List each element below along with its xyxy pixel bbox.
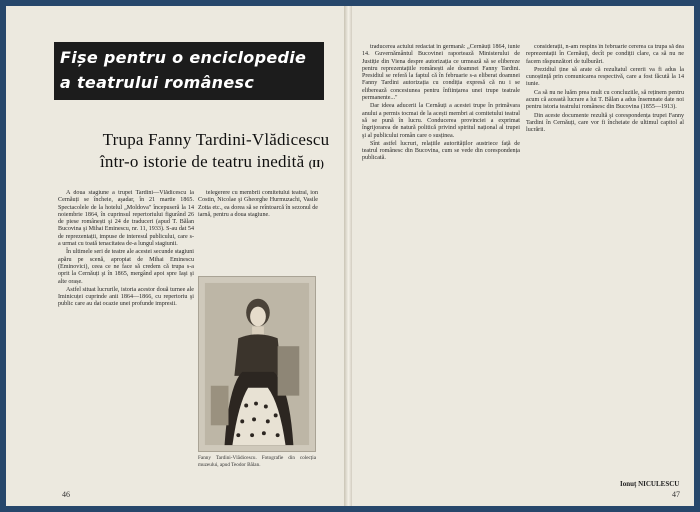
paragraph: În ultimele seri de teatre ale acestei secunde stagiuni apăru pe scenă, apropiat de Mihai Eminescu (Eminovici), ceea ce ne face să credem că trupa s-a oprit la Cernăuți şi în 1865, mergând apoi spre Iaşi şi alte orașe. (58, 249, 194, 285)
right-page (352, 6, 694, 506)
paragraph: considerații, n-am respins în februarie cererea ca trupa să dea reprezentații în Cernăuți, decît pe condiții clare, ca să nu ne facem răspunzători de tulburări. (526, 44, 684, 65)
right-column-1 (362, 44, 520, 490)
banner-line-1: Fișe pentru o enciclopedie (60, 48, 307, 67)
paragraph: Dar ideea aducerii la Cernăuți a acestei trupe în primăvara anului a permis tocmai de la acești membri ai comitetului teatral să se pună în lucru. Conducerea provinciei a exprimat îngrijorarea de natură politică privind spiritul național al trupei şi al publicului român care o susținea. (362, 103, 520, 139)
article-part: (II) (308, 159, 325, 170)
portrait-illustration (199, 277, 315, 451)
article-title-text: într-o istorie de teatru inedită (99, 152, 305, 171)
article-title-line-2 (62, 152, 346, 172)
paragraph: traducerea actului redactat în germană: „Cernăuți 1864, iunie 14. Guvernământul Bucovinei raportează Ministerului de Justiție din Viena despre autorizația ce urmează să se elibereze pentru reprezentațiile românești ale doamnei Fanny Tardini. Presidiul se referă la faptul că în februarie s-a eliberat doamnei Fanny Tardini autorizația cu condiția expresă că nu i se eliberează concesiunea pentru înființarea unei trupe teatrale permanente..." (362, 44, 520, 102)
paragraph: Astfel situat lucrurile, istoria acestor două turnee ale Iminicuței cuprinde anii 1864—1866, cu repertoriu şi public care au dat ocazie unei profunde impresii. (58, 286, 194, 308)
left-page (6, 6, 346, 506)
page-number-left: 46 (62, 490, 70, 499)
author-signature: Ionuţ NICULESCU (620, 480, 680, 488)
paragraph: Prezidiul ține să arate că rezultatul cererii va fi adus la cunoștință prin comunicarea respectivă, care a fost făcută la 14 iunie. (526, 66, 684, 88)
paragraph: telegerere cu membrii comitetului teatral, ion Costin, Nicolae şi Gheorghe Hurmuzachi, Vasile Zotta etc., ea dorea să se reîntoarcă în sezonul de iarnă, pentru a doua stagiune. (198, 190, 318, 218)
paragraph: A doua stagiune a trupei Tardini—Vlădicescu la Cernăuți se încheie, aşadar, în 21 martie 1865. Spectacolele de la hotelul „Moldova" începuseră la 14 noiembrie 1864, în cuprinsul repertoriului figurând 26 de piese românești şi 24 de traduceri (apud T. Bălan Bucovina şi Mihai Eminescu, nr. 11, 1933). S-au dat 54 de reprezentații, impuse de interesul publicului, care s-a urmat cu toată tenacitatea de-a lungul stagiunii. (58, 190, 194, 248)
left-column-2 (198, 190, 318, 270)
paragraph: Sînt astfel lucruri, relațiile autorităților austriece față de teatrul românesc din Bucovina, cum se vede din corespondența publicată. (362, 140, 520, 162)
right-column-2 (526, 44, 684, 480)
left-column-1 (58, 190, 194, 486)
photo-caption: Fanny Tardini-Vlădicescu. Fotografie din colecția muzeului, apud Teodor Bălan. (198, 455, 316, 468)
paragraph: Din aceste documente rezultă şi corespondența trupei Fanny Tardini în Cernăuți, care vor fi încheiate de ultimul capitol al lucrării. (526, 112, 684, 134)
section-banner (54, 42, 324, 100)
banner-line-2: a teatrului românesc (60, 73, 255, 92)
article-title-line-1: Trupa Fanny Tardini-Vlădicescu (102, 130, 330, 149)
page-number-right: 47 (672, 490, 680, 499)
portrait-photo (198, 276, 316, 452)
paragraph: Ca să nu ne luăm prea mult cu concluziile, să reținem pentru acum că această lucrare a lui T. Bălan a adus însemnate date noi pentru istoria teatrului românesc din Bucovina (1855—1913). (526, 89, 684, 111)
